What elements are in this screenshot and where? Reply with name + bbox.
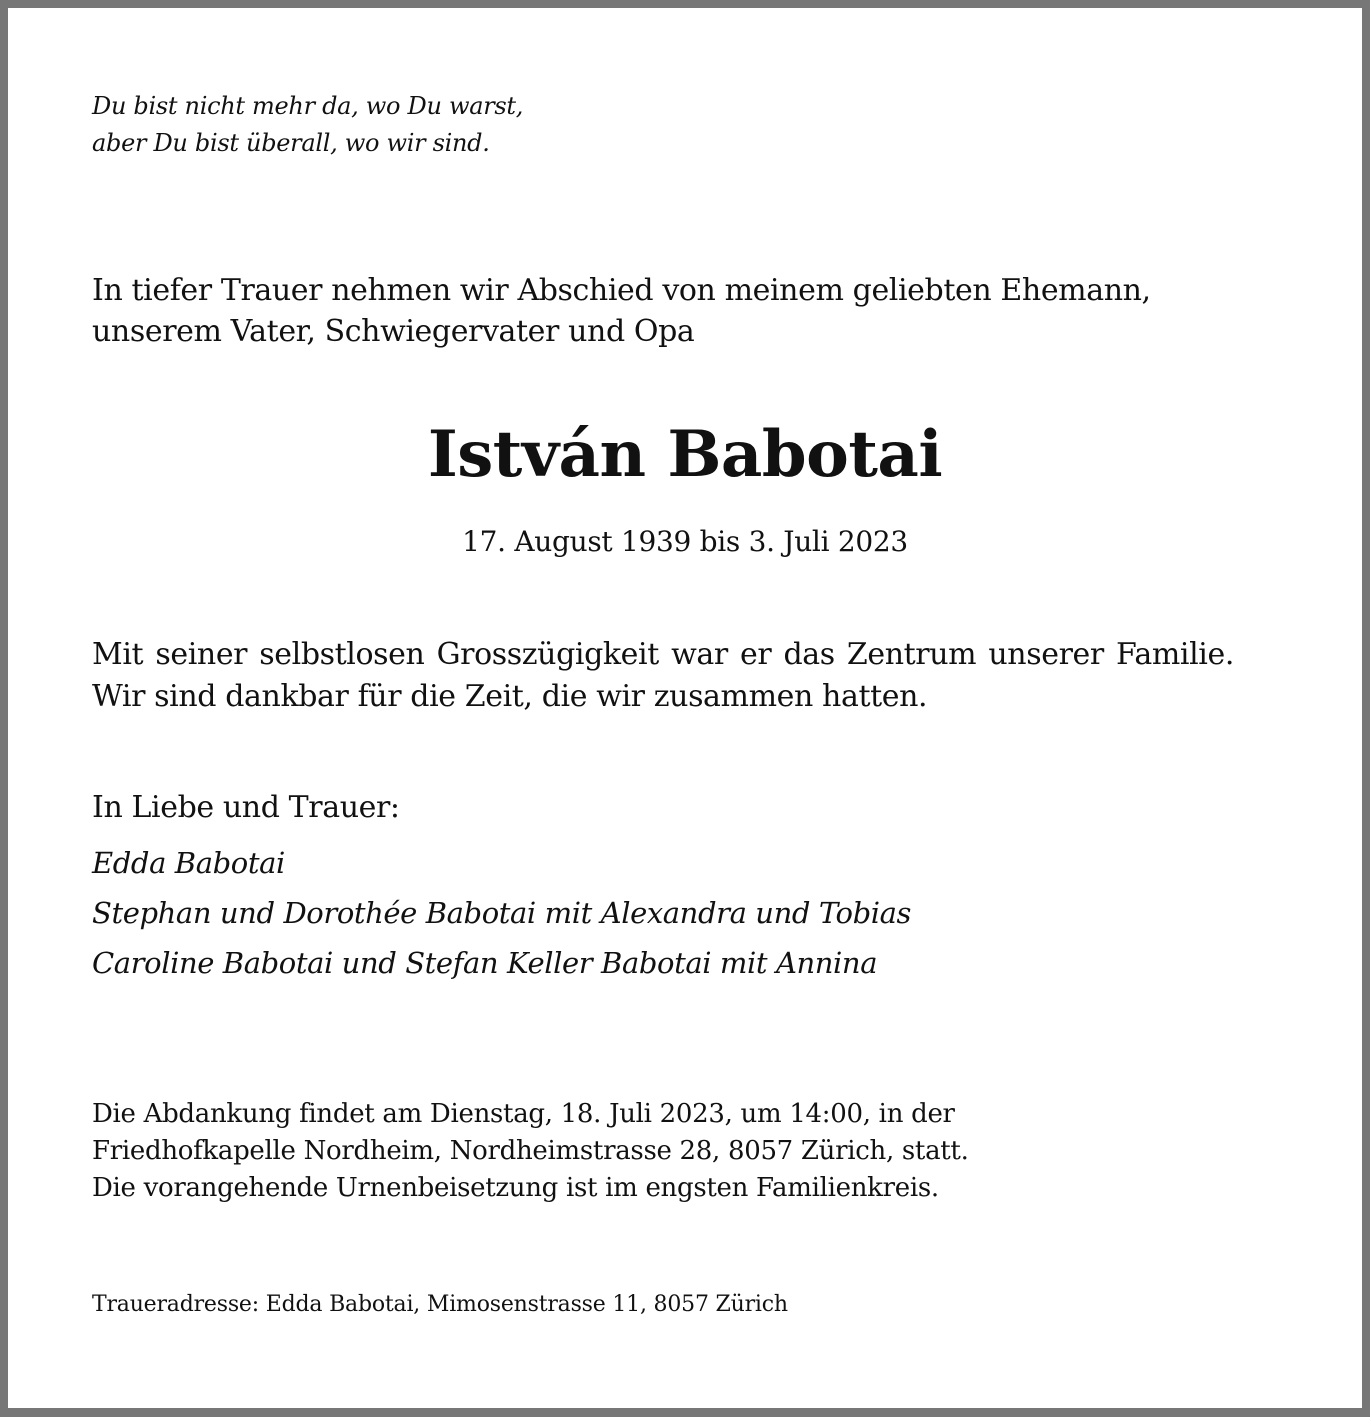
ceremony-line: Die Abdankung findet am Dienstag, 18. Juli 2023, um 14:00, in der (92, 1099, 955, 1129)
mourner: Stephan und Dorothée Babotai mit Alexandra und Tobias (92, 896, 911, 930)
mourner: Caroline Babotai und Stefan Keller Babotai mit Annina (92, 946, 878, 980)
deceased-name: István Babotai (427, 417, 943, 492)
ceremony-line: Friedhofkapelle Nordheim, Nordheimstrasse 28, 8057 Zürich, statt. (92, 1136, 969, 1166)
intro-line: In tiefer Trauer nehmen wir Abschied von meinem geliebten Ehemann, (92, 273, 1151, 308)
mourners-heading: In Liebe und Trauer: (92, 790, 400, 825)
opening-quote (92, 88, 523, 162)
life-dates: 17. August 1939 bis 3. Juli 2023 (462, 525, 908, 558)
mourning-address: Traueradresse: Edda Babotai, Mimosenstrasse 11, 8057 Zürich (92, 1292, 788, 1317)
quote-line: aber Du bist überall, wo wir sind. (92, 129, 490, 157)
intro-text (92, 270, 1151, 352)
obituary-page (8, 8, 1362, 1408)
mourner: Edda Babotai (92, 846, 285, 880)
ceremony-line: Die vorangehende Urnenbeisetzung ist im engsten Familienkreis. (92, 1173, 939, 1203)
tribute-paragraph: Mit seiner selbstlosen Grosszügigkeit war er das Zentrum unserer Familie. Wir sind dankbar für die Zeit, die wir zusammen hatten. (92, 637, 1234, 714)
quote-line: Du bist nicht mehr da, wo Du warst, (92, 92, 524, 120)
intro-line: unserem Vater, Schwiegervater und Opa (92, 314, 695, 349)
ceremony-info (92, 1096, 969, 1207)
mourners-list (92, 838, 911, 988)
